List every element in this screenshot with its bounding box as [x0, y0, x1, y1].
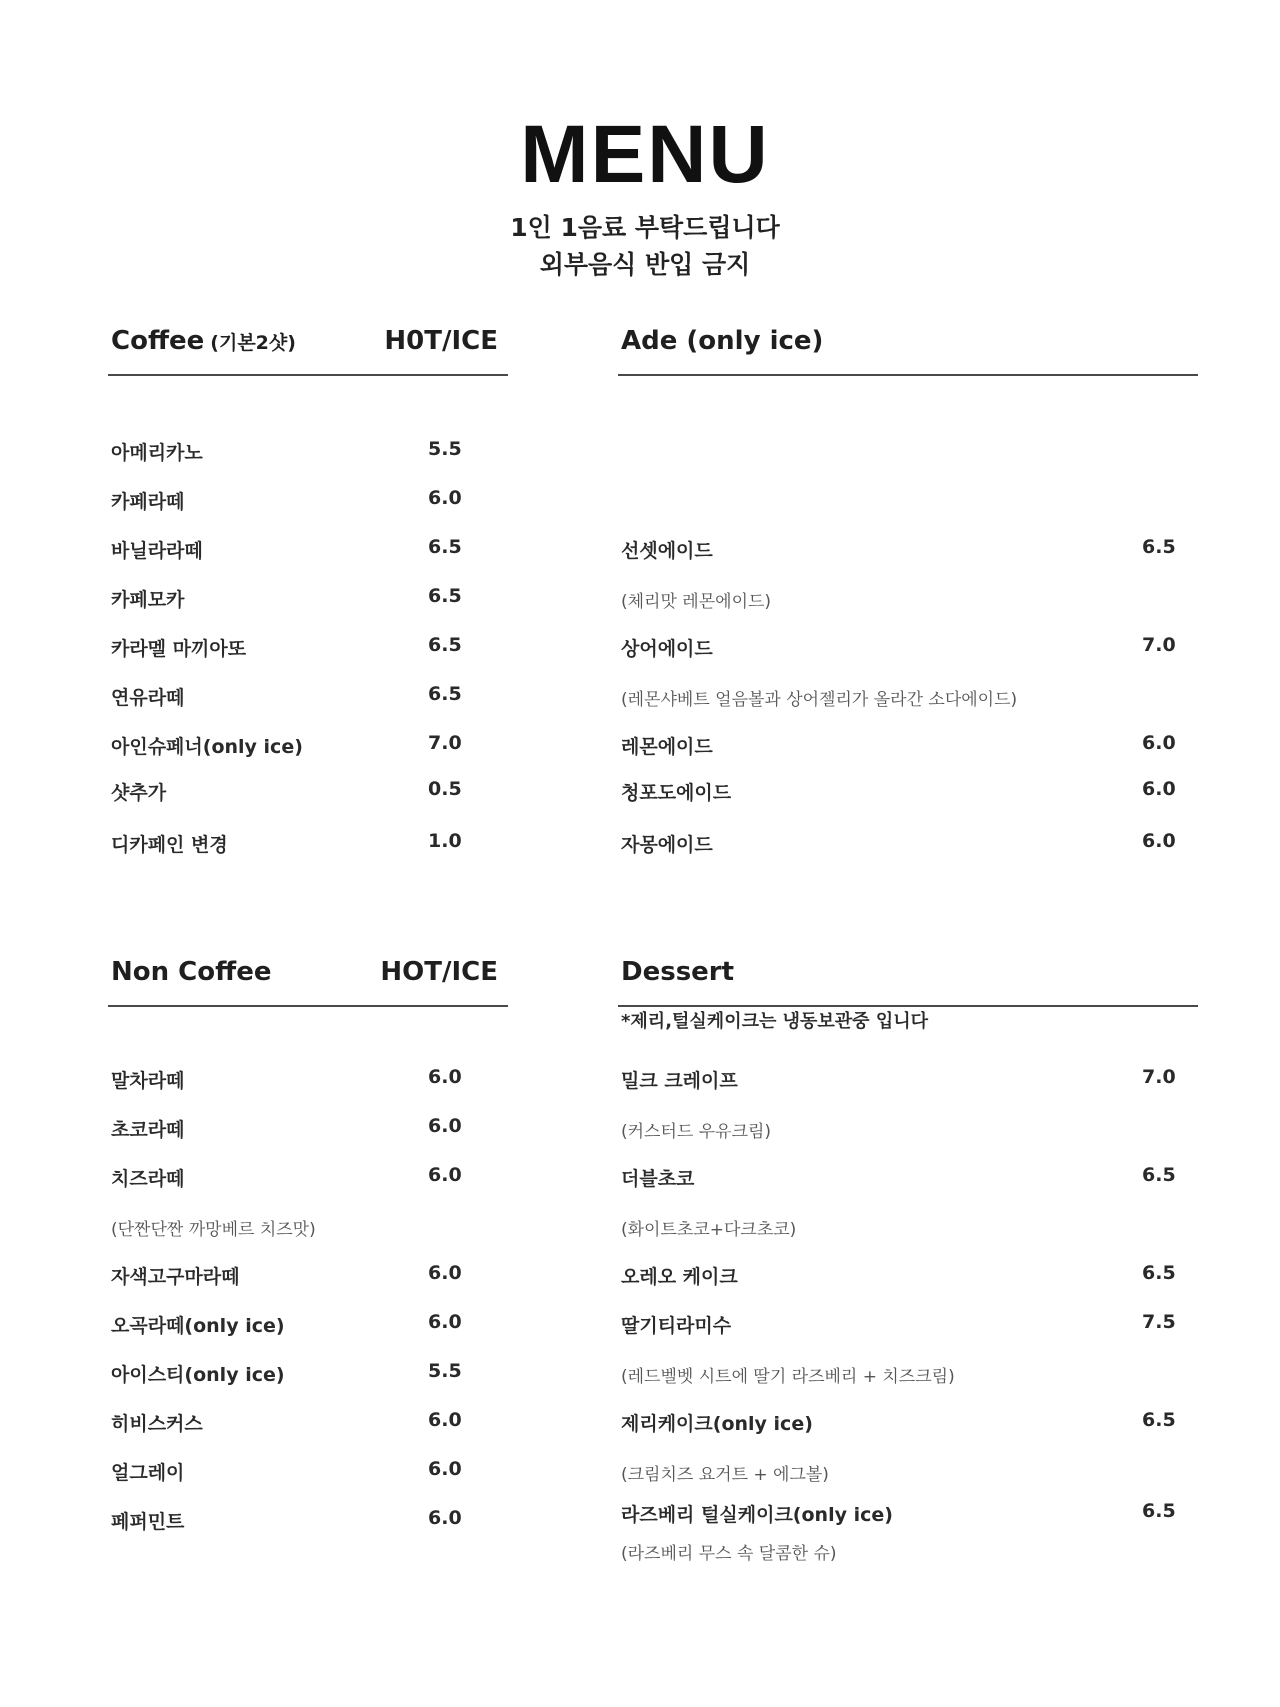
- item-price: 6.0: [428, 1311, 462, 1333]
- item-price: 6.0: [1142, 732, 1176, 754]
- item-name: 카라멜 마끼아또: [111, 638, 247, 660]
- non-coffee-temp-label: HOT/ICE: [380, 957, 498, 987]
- item-name: 페퍼민트: [111, 1511, 185, 1533]
- item-name: 치즈라떼: [111, 1168, 185, 1190]
- item-name: 청포도에이드: [621, 782, 732, 804]
- item-note: [618, 1537, 1198, 1571]
- item-price: 6.0: [1142, 778, 1176, 800]
- item-name: 밀크 크레이프: [621, 1070, 738, 1092]
- coffee-title: [111, 326, 296, 356]
- item-price: 1.0: [428, 830, 462, 852]
- dessert-header: [618, 955, 1198, 1007]
- menu-item: [618, 1164, 1198, 1198]
- item-price: 5.5: [428, 1360, 462, 1382]
- item-name: 레몬에이드: [621, 736, 713, 758]
- item-name: 자색고구마라떼: [111, 1266, 240, 1288]
- item-price: 6.5: [1142, 1409, 1176, 1431]
- item-name: 아메리카노: [111, 442, 203, 464]
- non-coffee-title: Non Coffee: [111, 957, 272, 987]
- item-name: 제리케이크(only ice): [621, 1413, 813, 1435]
- menu-item: [108, 1164, 508, 1198]
- item-name: 오레오 케이크: [621, 1266, 738, 1288]
- item-note: [108, 1213, 508, 1247]
- item-price: 7.0: [1142, 1066, 1176, 1088]
- non-coffee-section: [108, 955, 508, 1533]
- storage-warning: [618, 1007, 1198, 1041]
- item-price: 6.5: [1142, 536, 1176, 558]
- menu-item: [618, 1262, 1198, 1296]
- item-price: 6.5: [1142, 1164, 1176, 1186]
- item-note: [618, 683, 1198, 717]
- item-name: 디카페인 변경: [111, 834, 228, 856]
- dessert-section: [618, 955, 1198, 1564]
- menu-item: [618, 1500, 1198, 1534]
- item-note-text: (체리맛 레몬에이드): [621, 592, 772, 612]
- menu-item: [108, 1409, 508, 1443]
- menu-item: [108, 1360, 508, 1394]
- item-name: 말차라떼: [111, 1070, 185, 1092]
- ade-section: [618, 324, 1198, 856]
- coffee-temp-label: H0T/ICE: [384, 326, 498, 356]
- item-price: 6.0: [428, 1507, 462, 1529]
- item-note-text: (단짠단짠 까망베르 치즈맛): [111, 1220, 316, 1240]
- menu-item: [618, 830, 1198, 864]
- ade-title: Ade (only ice): [621, 326, 824, 356]
- menu-item: [618, 536, 1198, 570]
- item-price: 6.0: [428, 1409, 462, 1431]
- menu-item: [108, 585, 508, 619]
- item-price: 6.0: [428, 1115, 462, 1137]
- item-price: 6.5: [1142, 1500, 1176, 1522]
- item-name: 선셋에이드: [621, 540, 713, 562]
- item-name: 바닐라라떼: [111, 540, 203, 562]
- notice-no-outside-food: 외부음식 반입 금지: [539, 250, 751, 279]
- menu-item: [108, 1311, 508, 1345]
- menu-item: [108, 1262, 508, 1296]
- item-price: 6.0: [428, 1262, 462, 1284]
- menu-item: [108, 1507, 508, 1541]
- item-name: 자몽에이드: [621, 834, 713, 856]
- menu-item: [618, 778, 1198, 812]
- item-note-text: (커스터드 우유크림): [621, 1122, 772, 1142]
- storage-warning-text: *제리,털실케이크는 냉동보관중 입니다: [621, 1011, 928, 1032]
- item-name: 아이스티(only ice): [111, 1364, 285, 1386]
- item-price: 7.0: [1142, 634, 1176, 656]
- item-name: 딸기티라미수: [621, 1315, 732, 1337]
- item-price: 6.0: [1142, 830, 1176, 852]
- menu-item: [618, 732, 1198, 766]
- menu-item: [618, 1311, 1198, 1345]
- menu-item: [108, 778, 508, 812]
- item-name: 얼그레이: [111, 1462, 185, 1484]
- item-note: [618, 585, 1198, 619]
- item-name: 연유라떼: [111, 687, 185, 709]
- menu-item: [108, 830, 508, 864]
- item-note: [618, 1213, 1198, 1247]
- item-price: 6.5: [428, 585, 462, 607]
- item-price: 6.0: [428, 1164, 462, 1186]
- menu-item: [618, 1409, 1198, 1443]
- item-note: [618, 1360, 1198, 1394]
- coffee-header: [108, 324, 508, 376]
- non-coffee-header: [108, 955, 508, 1007]
- item-price: 7.0: [428, 732, 462, 754]
- item-name: 상어에이드: [621, 638, 713, 660]
- item-price: 6.0: [428, 1066, 462, 1088]
- item-name: 라즈베리 털실케이크(only ice): [621, 1504, 893, 1526]
- menu-title: MENU: [520, 109, 770, 200]
- item-price: 6.5: [1142, 1262, 1176, 1284]
- menu-item: [108, 487, 508, 521]
- menu-item: [108, 634, 508, 668]
- item-note-text: (레몬샤베트 얼음볼과 상어젤리가 올라간 소다에이드): [621, 690, 1018, 710]
- item-price: 7.5: [1142, 1311, 1176, 1333]
- item-name: 더블초코: [621, 1168, 695, 1190]
- menu-item: [108, 732, 508, 766]
- item-note-text: (크림치즈 요거트 + 에그볼): [621, 1465, 829, 1485]
- item-name: 아인슈페너(only ice): [111, 736, 303, 758]
- dessert-title: Dessert: [621, 957, 735, 987]
- item-price: 6.5: [428, 634, 462, 656]
- coffee-subtitle: (기본2샷): [210, 332, 296, 354]
- item-note-text: (화이트초코+다크초코): [621, 1220, 797, 1240]
- menu-item: [108, 683, 508, 717]
- item-note-text: (라즈베리 무스 속 달콤한 슈): [621, 1544, 837, 1564]
- menu-item: [618, 1066, 1198, 1100]
- item-price: 6.0: [428, 487, 462, 509]
- item-price: 0.5: [428, 778, 462, 800]
- item-note: [618, 1115, 1198, 1149]
- item-price: 6.5: [428, 683, 462, 705]
- notice-one-drink: 1인 1음료 부탁드립니다: [510, 213, 780, 242]
- coffee-section: [108, 324, 508, 856]
- item-note: [618, 1458, 1198, 1492]
- coffee-title-text: Coffee: [111, 326, 205, 356]
- menu-item: [108, 1115, 508, 1149]
- item-price: 6.5: [428, 536, 462, 558]
- menu-item: [618, 634, 1198, 668]
- item-name: 샷추가: [111, 782, 167, 804]
- item-name: 카페라떼: [111, 491, 185, 513]
- menu-item: [108, 1458, 508, 1492]
- item-name: 초코라떼: [111, 1119, 185, 1141]
- ade-header: [618, 324, 1198, 376]
- item-note-text: (레드벨벳 시트에 딸기 라즈베리 + 치즈크림): [621, 1367, 955, 1387]
- menu-item: [108, 438, 508, 472]
- item-name: 히비스커스: [111, 1413, 203, 1435]
- item-price: 6.0: [428, 1458, 462, 1480]
- item-price: 5.5: [428, 438, 462, 460]
- menu-item: [108, 1066, 508, 1100]
- item-name: 오곡라떼(only ice): [111, 1315, 285, 1337]
- item-name: 카페모카: [111, 589, 185, 611]
- menu-item: [108, 536, 508, 570]
